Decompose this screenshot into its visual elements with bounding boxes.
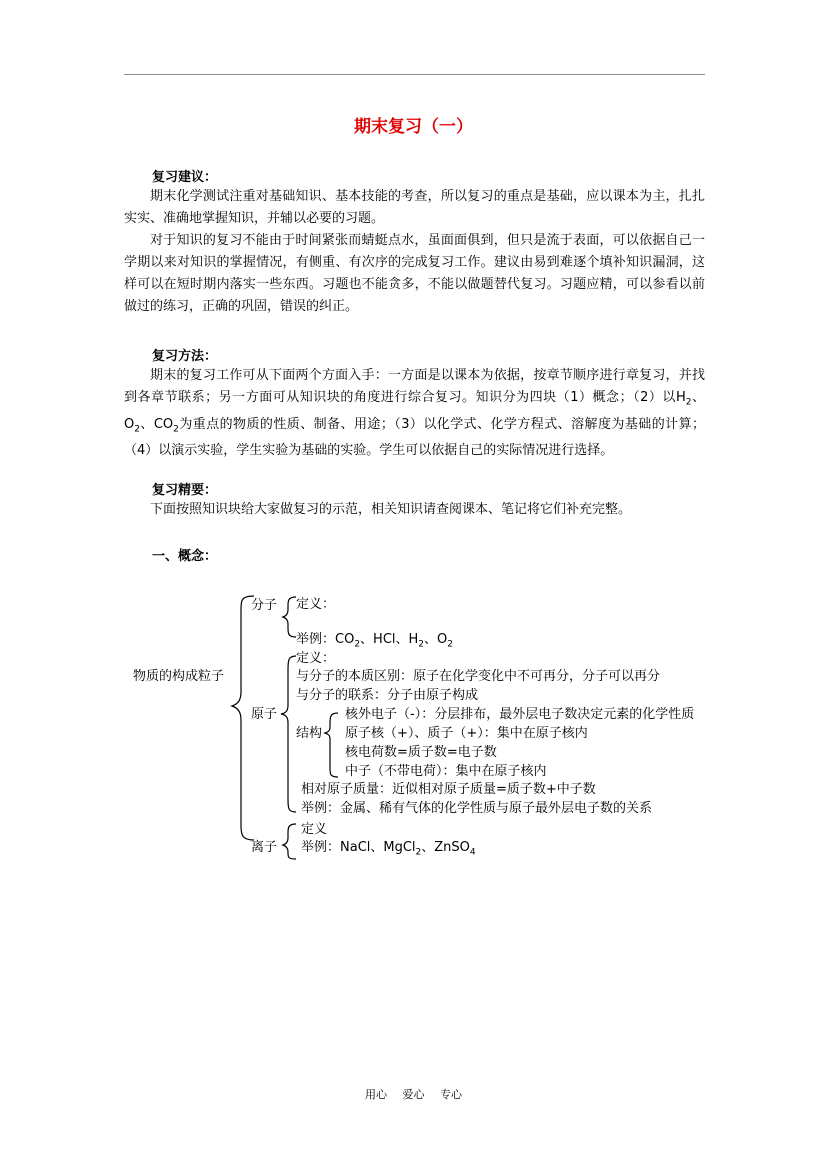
advice-heading: 复习建议： xyxy=(152,170,218,185)
footer-word-3: 专心 xyxy=(440,1088,462,1101)
ion-examples xyxy=(301,840,476,861)
ion-definition: 定义 xyxy=(301,822,328,837)
subscript: 2 xyxy=(354,639,361,650)
page-title: 期末复习（一） xyxy=(354,117,473,137)
molecule-examples-a: 举例：CO xyxy=(296,632,355,647)
atom-brace xyxy=(281,656,296,812)
advice-paragraph-1: 期末化学测试注重对基础知识、基本技能的考查，所以复习的重点是基础，应以课本为主，扎扎实实、准确地掌握知识，并辅以必要的习题。 xyxy=(124,189,705,226)
essentials-heading: 复习精要： xyxy=(152,483,218,498)
method-text-b: 、O xyxy=(124,390,705,432)
essentials-paragraph: 下面按照知识块给大家做复习的示范，相关知识请查阅课本、笔记将它们补充完整。 xyxy=(150,502,632,517)
molecule-label: 分子 xyxy=(251,598,278,613)
method-heading: 复习方法： xyxy=(152,349,218,364)
atom-structure: 结构 xyxy=(296,726,323,741)
structure-neutron: 中子（不带电荷）：集中在原子核内 xyxy=(345,764,547,779)
subscript: 2 xyxy=(447,639,453,650)
structure-charge: 核电荷数=质子数=电子数 xyxy=(345,745,497,760)
molecule-examples-b: 、HCl、H xyxy=(360,632,419,647)
method-text-a: 期末的复习工作可从下面两个方面入手：一方面是以课本为依据，按章节顺序进行章复习，并找到各章节联系；另一方面可从知识块的角度进行综合复习。知识分为四块（1）概念；（2）以H xyxy=(124,368,705,405)
subscript: 2 xyxy=(415,847,422,858)
molecule-brace xyxy=(283,597,296,637)
subscript: 2 xyxy=(685,397,692,408)
ion-label: 离子 xyxy=(251,840,278,855)
molecule-definition: 定义： xyxy=(296,597,336,612)
molecule-examples xyxy=(296,632,453,653)
footer-word-1: 用心 xyxy=(365,1088,387,1101)
ion-examples-a: 举例：NaCl、MgCl xyxy=(301,840,416,855)
structure-brace xyxy=(325,713,338,777)
subscript: 2 xyxy=(418,639,425,650)
concepts-heading: 一、概念： xyxy=(152,549,218,564)
ion-examples-b: 、ZnSO xyxy=(421,840,470,855)
method-text-c: 、CO xyxy=(139,416,174,432)
atom-relation: 与分子的联系：分子由原子构成 xyxy=(296,688,479,703)
atom-definition: 定义： xyxy=(296,651,336,666)
advice-paragraph-2: 对于知识的复习不能由于时间紧张而蜻蜓点水，虽面面俱到，但只是流于表面，可以依据自己一学期以来对知识的掌握情况，有侧重、有次序的完成复习工作。建议由易到难逐个填补知识漏洞，这样可以在短时期内落实一些东西。习题也不能贪多，不能以做题替代复习。习题应精，可以参看以前做过的练习，正确的巩固，错误的纠正。 xyxy=(124,233,705,314)
subscript: 2 xyxy=(173,424,179,435)
atom-example: 举例：金属、稀有气体的化学性质与原子最外层电子数的关系 xyxy=(301,801,653,816)
subscript: 4 xyxy=(469,847,476,858)
diagram-root: 物质的构成粒子 xyxy=(133,669,225,684)
atom-label: 原子 xyxy=(251,707,278,722)
method-text-d: 为重点的物质的性质、制备、用途；（3）以化学式、化学方程式、溶解度为基础的计算；（4）以演示实验，学生实验为基础的实验。学生可以依据自己的实际情况进行选择。 xyxy=(124,416,705,459)
ion-brace xyxy=(283,824,296,859)
subscript: 2 xyxy=(134,424,140,435)
structure-nucleus: 原子核（+）、质子（+）：集中在原子核内 xyxy=(345,726,588,741)
footer-word-2: 爱心 xyxy=(402,1088,425,1101)
structure-electrons: 核外电子（-）：分层排布，最外层电子数决定元素的化学性质 xyxy=(345,707,695,722)
atom-difference: 与分子的本质区别：原子在化学变化中不可再分，分子可以再分 xyxy=(296,669,661,684)
page-footer xyxy=(0,1086,827,1102)
atom-relative-mass: 相对原子质量：近似相对原子质量=质子数+中子数 xyxy=(301,782,596,797)
molecule-examples-c: 、O xyxy=(424,632,448,647)
